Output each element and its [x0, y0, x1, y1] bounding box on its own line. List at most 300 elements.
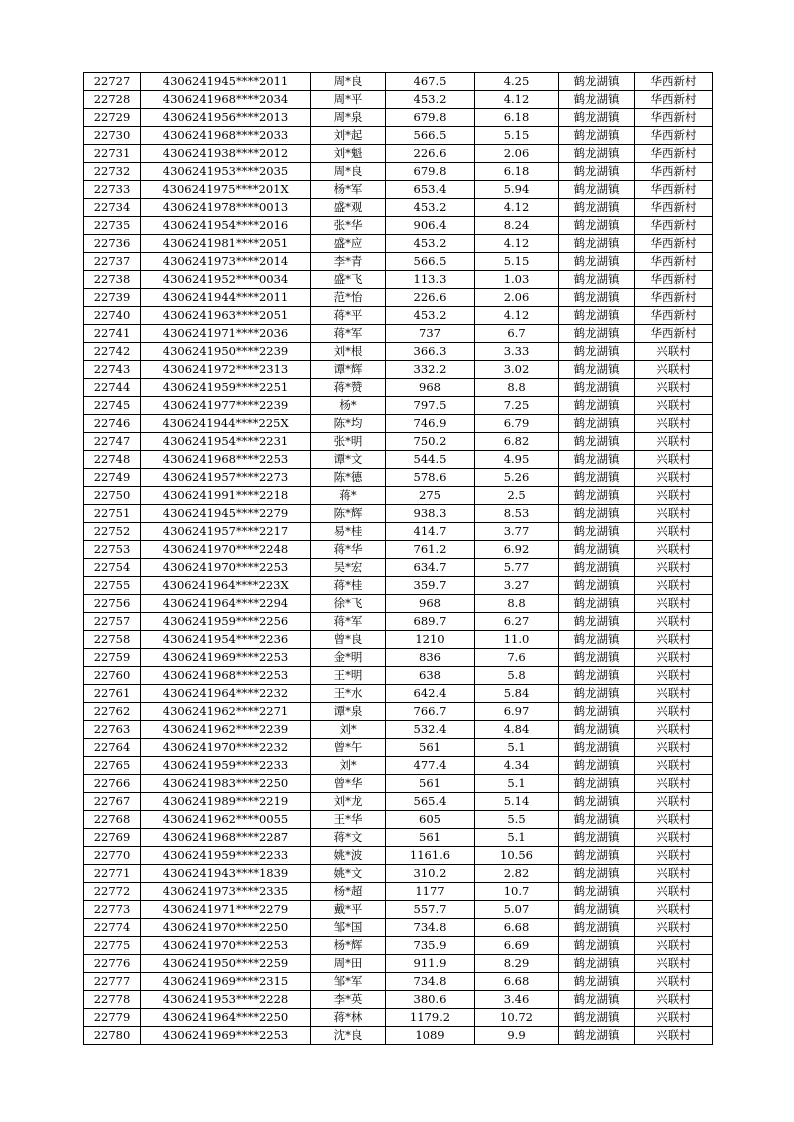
serial-number-cell: 22744	[84, 379, 141, 397]
amount-cell: 938.3	[386, 505, 475, 523]
amount-cell: 380.6	[386, 991, 475, 1009]
table-row	[84, 127, 713, 145]
serial-number-cell: 22733	[84, 181, 141, 199]
town-cell: 鹤龙湖镇	[559, 649, 635, 667]
area-cell: 9.9	[475, 1027, 559, 1045]
name-cell: 蒋*林	[311, 1009, 386, 1027]
village-cell: 华西新村	[635, 217, 713, 235]
town-cell: 鹤龙湖镇	[559, 775, 635, 793]
amount-cell: 359.7	[386, 577, 475, 595]
table-row	[84, 145, 713, 163]
amount-cell: 735.9	[386, 937, 475, 955]
amount-cell: 653.4	[386, 181, 475, 199]
serial-number-cell: 22762	[84, 703, 141, 721]
town-cell: 鹤龙湖镇	[559, 919, 635, 937]
name-cell: 刘*根	[311, 343, 386, 361]
table-row	[84, 775, 713, 793]
area-cell: 7.6	[475, 649, 559, 667]
area-cell: 4.12	[475, 91, 559, 109]
village-cell: 兴联村	[635, 793, 713, 811]
id-number-cell: 4306241969****2253	[141, 1027, 311, 1045]
id-number-cell: 4306241959****2256	[141, 613, 311, 631]
town-cell: 鹤龙湖镇	[559, 487, 635, 505]
village-cell: 兴联村	[635, 595, 713, 613]
amount-cell: 275	[386, 487, 475, 505]
amount-cell: 1179.2	[386, 1009, 475, 1027]
name-cell: 周*平	[311, 91, 386, 109]
amount-cell: 226.6	[386, 145, 475, 163]
name-cell: 王*明	[311, 667, 386, 685]
table-row	[84, 703, 713, 721]
id-number-cell: 4306241957****2273	[141, 469, 311, 487]
town-cell: 鹤龙湖镇	[559, 721, 635, 739]
village-cell: 兴联村	[635, 829, 713, 847]
id-number-cell: 4306241968****2287	[141, 829, 311, 847]
town-cell: 鹤龙湖镇	[559, 523, 635, 541]
name-cell: 易*桂	[311, 523, 386, 541]
village-cell: 兴联村	[635, 577, 713, 595]
area-cell: 6.92	[475, 541, 559, 559]
amount-cell: 750.2	[386, 433, 475, 451]
serial-number-cell: 22756	[84, 595, 141, 613]
area-cell: 6.68	[475, 973, 559, 991]
amount-cell: 734.8	[386, 973, 475, 991]
amount-cell: 561	[386, 829, 475, 847]
data-table	[83, 72, 713, 1045]
town-cell: 鹤龙湖镇	[559, 883, 635, 901]
id-number-cell: 4306241964****223X	[141, 577, 311, 595]
area-cell: 5.8	[475, 667, 559, 685]
area-cell: 5.77	[475, 559, 559, 577]
name-cell: 周*良	[311, 163, 386, 181]
village-cell: 兴联村	[635, 397, 713, 415]
id-number-cell: 4306241964****2232	[141, 685, 311, 703]
area-cell: 4.25	[475, 73, 559, 91]
name-cell: 谭*辉	[311, 361, 386, 379]
town-cell: 鹤龙湖镇	[559, 109, 635, 127]
name-cell: 刘*	[311, 757, 386, 775]
name-cell: 戴*平	[311, 901, 386, 919]
table-row	[84, 973, 713, 991]
village-cell: 华西新村	[635, 91, 713, 109]
village-cell: 兴联村	[635, 487, 713, 505]
id-number-cell: 4306241964****2294	[141, 595, 311, 613]
area-cell: 3.77	[475, 523, 559, 541]
area-cell: 8.53	[475, 505, 559, 523]
serial-number-cell: 22757	[84, 613, 141, 631]
town-cell: 鹤龙湖镇	[559, 793, 635, 811]
serial-number-cell: 22731	[84, 145, 141, 163]
village-cell: 华西新村	[635, 253, 713, 271]
amount-cell: 453.2	[386, 199, 475, 217]
town-cell: 鹤龙湖镇	[559, 451, 635, 469]
serial-number-cell: 22768	[84, 811, 141, 829]
area-cell: 6.18	[475, 163, 559, 181]
town-cell: 鹤龙湖镇	[559, 811, 635, 829]
id-number-cell: 4306241950****2239	[141, 343, 311, 361]
table-row	[84, 577, 713, 595]
amount-cell: 366.3	[386, 343, 475, 361]
name-cell: 蒋*平	[311, 307, 386, 325]
serial-number-cell: 22774	[84, 919, 141, 937]
amount-cell: 1210	[386, 631, 475, 649]
id-number-cell: 4306241963****2051	[141, 307, 311, 325]
id-number-cell: 4306241953****2228	[141, 991, 311, 1009]
amount-cell: 1089	[386, 1027, 475, 1045]
table-row	[84, 73, 713, 91]
village-cell: 兴联村	[635, 361, 713, 379]
id-number-cell: 4306241970****2250	[141, 919, 311, 937]
town-cell: 鹤龙湖镇	[559, 955, 635, 973]
village-cell: 兴联村	[635, 1027, 713, 1045]
serial-number-cell: 22746	[84, 415, 141, 433]
area-cell: 6.27	[475, 613, 559, 631]
table-row	[84, 181, 713, 199]
name-cell: 张*华	[311, 217, 386, 235]
amount-cell: 544.5	[386, 451, 475, 469]
serial-number-cell: 22771	[84, 865, 141, 883]
amount-cell: 1177	[386, 883, 475, 901]
town-cell: 鹤龙湖镇	[559, 865, 635, 883]
village-cell: 兴联村	[635, 847, 713, 865]
table-row	[84, 595, 713, 613]
area-cell: 10.72	[475, 1009, 559, 1027]
serial-number-cell: 22767	[84, 793, 141, 811]
name-cell: 曾*华	[311, 775, 386, 793]
id-number-cell: 4306241969****2253	[141, 649, 311, 667]
area-cell: 3.46	[475, 991, 559, 1009]
serial-number-cell: 22738	[84, 271, 141, 289]
serial-number-cell: 22770	[84, 847, 141, 865]
town-cell: 鹤龙湖镇	[559, 379, 635, 397]
table-row	[84, 487, 713, 505]
serial-number-cell: 22769	[84, 829, 141, 847]
amount-cell: 797.5	[386, 397, 475, 415]
id-number-cell: 4306241983****2250	[141, 775, 311, 793]
id-number-cell: 4306241953****2035	[141, 163, 311, 181]
name-cell: 杨*超	[311, 883, 386, 901]
id-number-cell: 4306241954****2016	[141, 217, 311, 235]
area-cell: 5.1	[475, 775, 559, 793]
name-cell: 吴*宏	[311, 559, 386, 577]
village-cell: 兴联村	[635, 991, 713, 1009]
town-cell: 鹤龙湖镇	[559, 415, 635, 433]
town-cell: 鹤龙湖镇	[559, 1027, 635, 1045]
village-cell: 兴联村	[635, 469, 713, 487]
town-cell: 鹤龙湖镇	[559, 991, 635, 1009]
serial-number-cell: 22759	[84, 649, 141, 667]
name-cell: 刘*	[311, 721, 386, 739]
id-number-cell: 4306241959****2233	[141, 757, 311, 775]
id-number-cell: 4306241969****2315	[141, 973, 311, 991]
village-cell: 华西新村	[635, 181, 713, 199]
name-cell: 陈*德	[311, 469, 386, 487]
amount-cell: 566.5	[386, 127, 475, 145]
name-cell: 刘*起	[311, 127, 386, 145]
amount-cell: 734.8	[386, 919, 475, 937]
table-row	[84, 901, 713, 919]
serial-number-cell: 22743	[84, 361, 141, 379]
id-number-cell: 4306241959****2251	[141, 379, 311, 397]
id-number-cell: 4306241938****2012	[141, 145, 311, 163]
town-cell: 鹤龙湖镇	[559, 505, 635, 523]
table-row	[84, 793, 713, 811]
table-row	[84, 811, 713, 829]
serial-number-cell: 22780	[84, 1027, 141, 1045]
town-cell: 鹤龙湖镇	[559, 163, 635, 181]
amount-cell: 642.4	[386, 685, 475, 703]
area-cell: 5.5	[475, 811, 559, 829]
amount-cell: 557.7	[386, 901, 475, 919]
id-number-cell: 4306241971****2279	[141, 901, 311, 919]
name-cell: 谭*文	[311, 451, 386, 469]
village-cell: 华西新村	[635, 235, 713, 253]
name-cell: 陈*均	[311, 415, 386, 433]
area-cell: 8.24	[475, 217, 559, 235]
town-cell: 鹤龙湖镇	[559, 217, 635, 235]
village-cell: 华西新村	[635, 163, 713, 181]
id-number-cell: 4306241954****2231	[141, 433, 311, 451]
village-cell: 华西新村	[635, 307, 713, 325]
table-row	[84, 541, 713, 559]
area-cell: 3.27	[475, 577, 559, 595]
table-row	[84, 217, 713, 235]
town-cell: 鹤龙湖镇	[559, 397, 635, 415]
name-cell: 周*田	[311, 955, 386, 973]
id-number-cell: 4306241971****2036	[141, 325, 311, 343]
town-cell: 鹤龙湖镇	[559, 91, 635, 109]
area-cell: 8.29	[475, 955, 559, 973]
serial-number-cell: 22776	[84, 955, 141, 973]
table-row	[84, 559, 713, 577]
village-cell: 兴联村	[635, 541, 713, 559]
town-cell: 鹤龙湖镇	[559, 199, 635, 217]
area-cell: 6.7	[475, 325, 559, 343]
amount-cell: 414.7	[386, 523, 475, 541]
serial-number-cell: 22739	[84, 289, 141, 307]
name-cell: 王*水	[311, 685, 386, 703]
table-row	[84, 667, 713, 685]
table-row	[84, 991, 713, 1009]
village-cell: 兴联村	[635, 955, 713, 973]
town-cell: 鹤龙湖镇	[559, 613, 635, 631]
village-cell: 兴联村	[635, 901, 713, 919]
amount-cell: 761.2	[386, 541, 475, 559]
name-cell: 金*明	[311, 649, 386, 667]
name-cell: 蒋*	[311, 487, 386, 505]
village-cell: 兴联村	[635, 451, 713, 469]
area-cell: 10.56	[475, 847, 559, 865]
town-cell: 鹤龙湖镇	[559, 973, 635, 991]
amount-cell: 332.2	[386, 361, 475, 379]
village-cell: 华西新村	[635, 127, 713, 145]
table-row	[84, 343, 713, 361]
name-cell: 李*英	[311, 991, 386, 1009]
name-cell: 姚*波	[311, 847, 386, 865]
amount-cell: 689.7	[386, 613, 475, 631]
village-cell: 华西新村	[635, 289, 713, 307]
area-cell: 4.34	[475, 757, 559, 775]
amount-cell: 453.2	[386, 307, 475, 325]
village-cell: 兴联村	[635, 775, 713, 793]
amount-cell: 605	[386, 811, 475, 829]
table-row	[84, 523, 713, 541]
table-row	[84, 631, 713, 649]
table-row	[84, 289, 713, 307]
name-cell: 范*怡	[311, 289, 386, 307]
name-cell: 周*泉	[311, 109, 386, 127]
area-cell: 5.26	[475, 469, 559, 487]
serial-number-cell: 22766	[84, 775, 141, 793]
id-number-cell: 4306241970****2232	[141, 739, 311, 757]
serial-number-cell: 22755	[84, 577, 141, 595]
serial-number-cell: 22735	[84, 217, 141, 235]
name-cell: 邹*国	[311, 919, 386, 937]
id-number-cell: 4306241968****2034	[141, 91, 311, 109]
id-number-cell: 4306241944****2011	[141, 289, 311, 307]
name-cell: 刘*魁	[311, 145, 386, 163]
serial-number-cell: 22772	[84, 883, 141, 901]
town-cell: 鹤龙湖镇	[559, 289, 635, 307]
village-cell: 兴联村	[635, 811, 713, 829]
area-cell: 2.82	[475, 865, 559, 883]
area-cell: 2.06	[475, 289, 559, 307]
name-cell: 王*华	[311, 811, 386, 829]
id-number-cell: 4306241957****2217	[141, 523, 311, 541]
serial-number-cell: 22751	[84, 505, 141, 523]
serial-number-cell: 22754	[84, 559, 141, 577]
area-cell: 8.8	[475, 595, 559, 613]
table-row	[84, 199, 713, 217]
table-row	[84, 325, 713, 343]
id-number-cell: 4306241978****0013	[141, 199, 311, 217]
amount-cell: 226.6	[386, 289, 475, 307]
village-cell: 兴联村	[635, 883, 713, 901]
table-row	[84, 739, 713, 757]
id-number-cell: 4306241962****2271	[141, 703, 311, 721]
serial-number-cell: 22740	[84, 307, 141, 325]
village-cell: 兴联村	[635, 613, 713, 631]
id-number-cell: 4306241943****1839	[141, 865, 311, 883]
area-cell: 10.7	[475, 883, 559, 901]
table-row	[84, 721, 713, 739]
table-row	[84, 271, 713, 289]
amount-cell: 746.9	[386, 415, 475, 433]
serial-number-cell: 22753	[84, 541, 141, 559]
name-cell: 杨*	[311, 397, 386, 415]
id-number-cell: 4306241981****2051	[141, 235, 311, 253]
id-number-cell: 4306241970****2253	[141, 937, 311, 955]
area-cell: 1.03	[475, 271, 559, 289]
town-cell: 鹤龙湖镇	[559, 469, 635, 487]
area-cell: 5.14	[475, 793, 559, 811]
table-row	[84, 235, 713, 253]
area-cell: 6.79	[475, 415, 559, 433]
town-cell: 鹤龙湖镇	[559, 829, 635, 847]
town-cell: 鹤龙湖镇	[559, 667, 635, 685]
serial-number-cell: 22761	[84, 685, 141, 703]
town-cell: 鹤龙湖镇	[559, 325, 635, 343]
serial-number-cell: 22749	[84, 469, 141, 487]
village-cell: 兴联村	[635, 973, 713, 991]
table-row	[84, 397, 713, 415]
town-cell: 鹤龙湖镇	[559, 739, 635, 757]
serial-number-cell: 22775	[84, 937, 141, 955]
area-cell: 4.12	[475, 307, 559, 325]
id-number-cell: 4306241973****2014	[141, 253, 311, 271]
area-cell: 5.07	[475, 901, 559, 919]
amount-cell: 906.4	[386, 217, 475, 235]
town-cell: 鹤龙湖镇	[559, 937, 635, 955]
name-cell: 刘*龙	[311, 793, 386, 811]
village-cell: 兴联村	[635, 865, 713, 883]
village-cell: 兴联村	[635, 523, 713, 541]
village-cell: 兴联村	[635, 379, 713, 397]
table-row	[84, 919, 713, 937]
serial-number-cell: 22752	[84, 523, 141, 541]
name-cell: 蒋*赞	[311, 379, 386, 397]
amount-cell: 477.4	[386, 757, 475, 775]
area-cell: 6.69	[475, 937, 559, 955]
name-cell: 曾*午	[311, 739, 386, 757]
town-cell: 鹤龙湖镇	[559, 703, 635, 721]
amount-cell: 453.2	[386, 91, 475, 109]
name-cell: 陈*辉	[311, 505, 386, 523]
serial-number-cell: 22779	[84, 1009, 141, 1027]
town-cell: 鹤龙湖镇	[559, 181, 635, 199]
amount-cell: 453.2	[386, 235, 475, 253]
village-cell: 华西新村	[635, 325, 713, 343]
village-cell: 兴联村	[635, 343, 713, 361]
town-cell: 鹤龙湖镇	[559, 127, 635, 145]
serial-number-cell: 22745	[84, 397, 141, 415]
table-row	[84, 451, 713, 469]
village-cell: 兴联村	[635, 739, 713, 757]
table-row	[84, 91, 713, 109]
table-row	[84, 379, 713, 397]
name-cell: 蒋*军	[311, 613, 386, 631]
village-cell: 华西新村	[635, 109, 713, 127]
serial-number-cell: 22760	[84, 667, 141, 685]
table-row	[84, 865, 713, 883]
village-cell: 兴联村	[635, 919, 713, 937]
table-row	[84, 307, 713, 325]
name-cell: 盛*应	[311, 235, 386, 253]
town-cell: 鹤龙湖镇	[559, 235, 635, 253]
name-cell: 周*良	[311, 73, 386, 91]
amount-cell: 737	[386, 325, 475, 343]
name-cell: 蒋*文	[311, 829, 386, 847]
amount-cell: 679.8	[386, 109, 475, 127]
serial-number-cell: 22765	[84, 757, 141, 775]
village-cell: 兴联村	[635, 433, 713, 451]
id-number-cell: 4306241964****2250	[141, 1009, 311, 1027]
serial-number-cell: 22763	[84, 721, 141, 739]
table-row	[84, 613, 713, 631]
amount-cell: 532.4	[386, 721, 475, 739]
town-cell: 鹤龙湖镇	[559, 271, 635, 289]
name-cell: 蒋*华	[311, 541, 386, 559]
table-row	[84, 1027, 713, 1045]
town-cell: 鹤龙湖镇	[559, 901, 635, 919]
village-cell: 兴联村	[635, 937, 713, 955]
amount-cell: 578.6	[386, 469, 475, 487]
name-cell: 曾*良	[311, 631, 386, 649]
amount-cell: 565.4	[386, 793, 475, 811]
village-cell: 兴联村	[635, 1009, 713, 1027]
amount-cell: 561	[386, 775, 475, 793]
town-cell: 鹤龙湖镇	[559, 847, 635, 865]
